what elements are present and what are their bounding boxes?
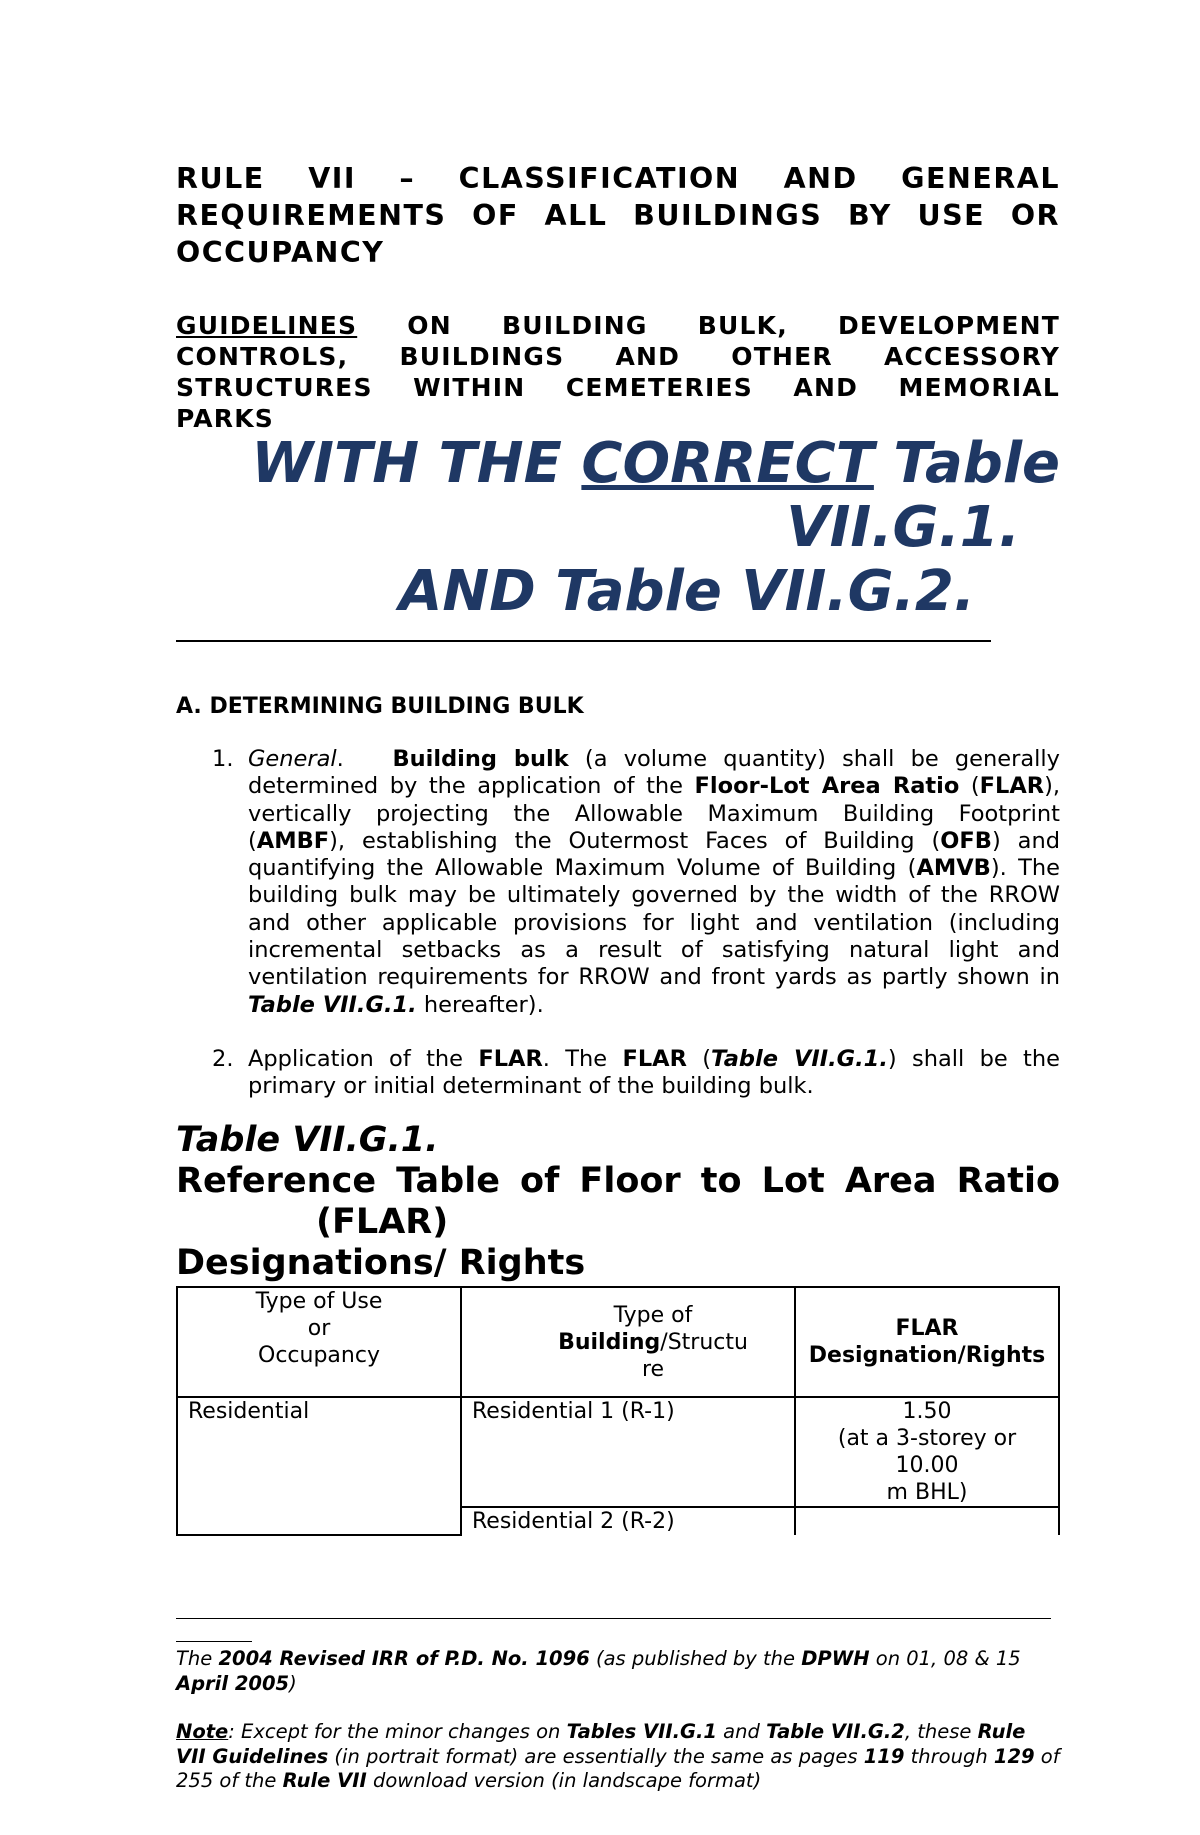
- list-item-general: [176, 746, 1060, 1019]
- cell-flar: [795, 1397, 1059, 1507]
- guidelines-line3: STRUCTURES WITHIN CEMETERIES AND MEMORIAL: [176, 373, 1060, 402]
- item1-text1: (a volume quantity) shall be generally determined by the application of the: [248, 746, 1060, 800]
- fn-text: through: [904, 1744, 994, 1768]
- header-text: /Structu: [660, 1329, 748, 1355]
- header-text: re: [641, 1356, 665, 1382]
- rule-title: [176, 160, 1060, 271]
- header-building-line: [522, 1329, 784, 1356]
- fn-bold: DPWH: [801, 1647, 870, 1670]
- table-title-line2: Reference Table of Floor to Lot Area Ratio: [176, 1161, 1060, 1201]
- flar-note: m BHL): [886, 1480, 968, 1505]
- guidelines-line1: [176, 310, 1060, 341]
- correction-correct: CORRECT: [581, 431, 874, 496]
- fn-text: ): [289, 1671, 297, 1695]
- footnote-separator: [176, 1618, 1051, 1619]
- fn-bold: 119: [863, 1744, 905, 1768]
- fn-text: (as published by the: [589, 1647, 802, 1670]
- fn-bold: April 2005: [176, 1671, 290, 1695]
- numbered-list: [176, 746, 1060, 1101]
- fn-bold: 2004 Revised IRR of P.D. No. 1096: [218, 1647, 590, 1670]
- rule-title-line3: OCCUPANCY: [176, 236, 385, 269]
- flar-table: [176, 1286, 1060, 1536]
- flar-note: (at a 3-storey or 10.00: [837, 1426, 1017, 1478]
- general-label: General: [248, 746, 337, 772]
- fn-text: of 255 of the: [176, 1744, 1060, 1792]
- ambf-term: AMBF: [256, 827, 330, 854]
- cell-flar: [795, 1507, 1059, 1535]
- cell-type: Residential 1 (R-1): [461, 1397, 795, 1507]
- fn-bold: Tables VII.G.1: [566, 1720, 717, 1743]
- flar-term: FLAR: [622, 1045, 687, 1072]
- cell-type: Residential 2 (R-2): [461, 1507, 795, 1535]
- rule-title-line2: REQUIREMENTS OF ALL BUILDINGS BY USE OR: [176, 199, 1060, 232]
- item1-text4: ) and quantifying the Allowable Maximum Volume of Building (: [248, 827, 1060, 882]
- ofb-term: OFB: [940, 827, 992, 854]
- correction-line2: VII.G.1.: [786, 495, 1020, 560]
- table-reference: Table VII.G.1.: [711, 1045, 888, 1072]
- header-text: Type of: [613, 1302, 693, 1328]
- footnote-short-rule: [176, 1641, 252, 1642]
- item2-text4: ) shall be the primary or initial determinant of the building bulk.: [248, 1045, 1060, 1100]
- list-number: 2.: [212, 1045, 234, 1072]
- list-item-application: [176, 1046, 1060, 1101]
- item1-text6: hereafter).: [416, 991, 544, 1018]
- fn-bold: Rule VII: [282, 1769, 367, 1792]
- guidelines-heading: [176, 310, 1060, 434]
- fn-text: download version (in landscape format): [366, 1769, 762, 1792]
- header-text: Occupancy: [258, 1343, 380, 1368]
- item1-text3: ), establishing the Outermost Faces of Building (: [329, 827, 941, 854]
- item2-text2: . The: [542, 1045, 623, 1072]
- table-reference: Table VII.G.1.: [248, 991, 417, 1018]
- footnote-note: [176, 1720, 1060, 1794]
- flar-term: FLAR: [979, 773, 1045, 800]
- flar-value: 1.50: [902, 1399, 952, 1424]
- fn-text: , these: [904, 1720, 978, 1743]
- header-building-bold: Building: [558, 1329, 661, 1355]
- header-text: FLAR: [895, 1316, 959, 1341]
- table-title: [176, 1120, 1060, 1284]
- list-number: 1.: [212, 746, 234, 772]
- general-dot: .: [336, 746, 344, 772]
- building-bulk-term: Building bulk: [392, 746, 569, 772]
- header-text: or: [307, 1316, 331, 1341]
- item1-text2: ), vertically projecting the Allowable Maximum Building Footprint (: [248, 773, 1060, 854]
- item1-paren: (: [959, 773, 980, 800]
- cell-use: Residential: [177, 1397, 461, 1535]
- item2-text1: Application of the: [248, 1045, 479, 1072]
- guidelines-line2: CONTROLS, BUILDINGS AND OTHER ACCESSORY: [176, 342, 1060, 371]
- item1-text5: ). The building bulk may be ultimately governed by the width of the RROW and other applicable provisions for light and ventilation (including incremental setbacks as a result of satisfying natural light and ventilation requirements for RROW and front yards as partly shown in: [248, 855, 1060, 991]
- amvb-term: AMVB: [916, 855, 991, 882]
- section-a-heading: A. DETERMINING BUILDING BULK: [176, 694, 584, 719]
- table-title-line1: Table VII.G.1.: [176, 1120, 439, 1160]
- header-type-of-building: [461, 1287, 795, 1397]
- header-flar-designation: [795, 1287, 1059, 1397]
- fn-text: : Except for the minor changes on: [228, 1720, 567, 1743]
- guidelines-keyword: GUIDELINES: [176, 311, 358, 340]
- fn-bold: 129: [993, 1744, 1035, 1768]
- header-type-of-use: [177, 1287, 461, 1397]
- correction-line1: [176, 432, 1060, 496]
- fn-text: and: [716, 1720, 767, 1743]
- table-title-line3: (FLAR): [316, 1202, 449, 1242]
- guidelines-line1-rest: ON BUILDING BULK, DEVELOPMENT: [407, 311, 1060, 340]
- table-title-line4: Designations/ Rights: [176, 1243, 586, 1283]
- correction-with-the: WITH THE: [251, 431, 562, 496]
- fn-text: The: [176, 1647, 219, 1670]
- flar-term: FLAR: [478, 1045, 543, 1072]
- table-header-row: [177, 1287, 1059, 1397]
- header-text: Designation/Rights: [808, 1343, 1046, 1368]
- horizontal-rule: [176, 640, 991, 642]
- item2-text3: (: [686, 1045, 712, 1072]
- header-text: Type of Use: [255, 1289, 383, 1314]
- correction-table-word: Table: [893, 431, 1060, 496]
- flar-full-term: Floor-Lot Area Ratio: [694, 773, 960, 800]
- fn-bold: Rule VII Guidelines: [176, 1720, 1026, 1768]
- header-spacer: [188, 1369, 450, 1396]
- fn-text: on 01, 08 & 15: [869, 1647, 1021, 1670]
- fn-text: (in portrait format) are essentially the same as pages: [328, 1744, 864, 1768]
- table-row: [177, 1397, 1059, 1507]
- guidelines-line4: PARKS: [176, 404, 275, 433]
- correction-banner: [176, 432, 1060, 624]
- fn-bold: Table VII.G.2: [766, 1720, 905, 1743]
- note-label: Note: [176, 1720, 229, 1743]
- footnote-source: [176, 1647, 1060, 1696]
- rule-title-line1: RULE VII – CLASSIFICATION AND GENERAL: [176, 162, 1060, 195]
- correction-line3: AND Table VII.G.2.: [399, 559, 976, 624]
